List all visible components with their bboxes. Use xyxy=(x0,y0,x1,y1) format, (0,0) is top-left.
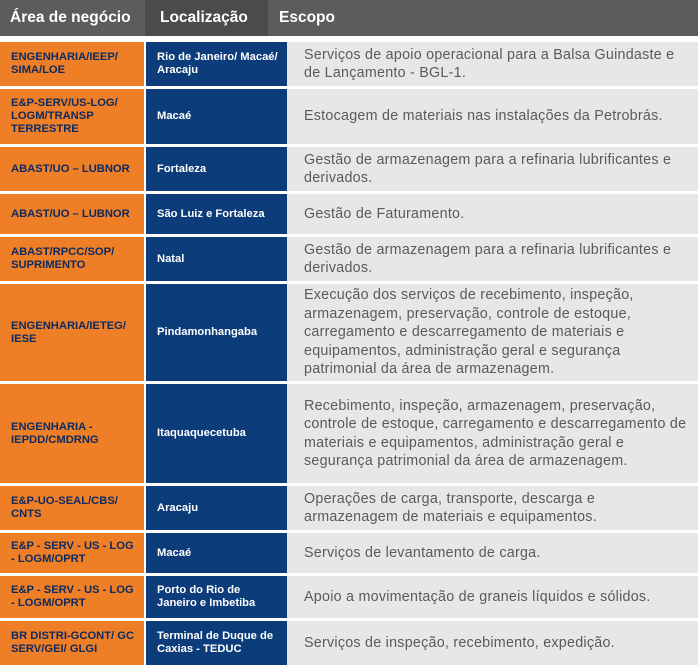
header-escopo: Escopo xyxy=(268,0,698,36)
table-row xyxy=(0,621,698,665)
area-cell: E&P - SERV - US - LOG - LOGM/OPRT xyxy=(0,533,146,573)
area-cell: ENGENHARIA/IEEP/ SIMA/LOE xyxy=(0,42,146,86)
scope-cell: Gestão de armazenagem para a refinaria lubrificantes e derivados. xyxy=(287,147,698,191)
area-cell: E&P-UO-SEAL/CBS/ CNTS xyxy=(0,486,146,530)
header-area: Área de negócio xyxy=(0,0,145,36)
area-cell: ENGENHARIA - IEPDD/CMDRNG xyxy=(0,384,146,483)
scope-cell: Serviços de apoio operacional para a Balsa Guindaste e de Lançamento - BGL-1. xyxy=(287,42,698,86)
scope-cell: Gestão de Faturamento. xyxy=(287,194,698,234)
scope-cell: Serviços de levantamento de carga. xyxy=(287,533,698,573)
location-cell: Macaé xyxy=(146,89,287,144)
table-row xyxy=(0,533,698,573)
area-cell: ABAST/UO – LUBNOR xyxy=(0,194,146,234)
location-cell: Porto do Rio de Janeiro e Imbetiba xyxy=(146,576,287,618)
scope-cell: Execução dos serviços de recebimento, inspeção, armazenagem, preservação, controle de estoque, carregamento e descarregamento de materiais e equipamentos, administração geral e segurança patrimonial da área de armazenagem. xyxy=(287,284,698,381)
table-header xyxy=(0,0,698,36)
location-cell: São Luiz e Fortaleza xyxy=(146,194,287,234)
table-row xyxy=(0,237,698,281)
area-cell: E&P - SERV - US - LOG - LOGM/OPRT xyxy=(0,576,146,618)
location-cell: Rio de Janeiro/ Macaé/ Aracaju xyxy=(146,42,287,86)
area-cell: E&P-SERV/US-LOG/ LOGM/TRANSP TERRESTRE xyxy=(0,89,146,144)
area-cell: ABAST/UO – LUBNOR xyxy=(0,147,146,191)
table-row xyxy=(0,89,698,144)
location-cell: Macaé xyxy=(146,533,287,573)
table-row xyxy=(0,194,698,234)
table-row xyxy=(0,576,698,618)
location-cell: Aracaju xyxy=(146,486,287,530)
scope-cell: Recebimento, inspeção, armazenagem, preservação, controle de estoque, carregamento e descarregamento de materiais e equipamentos, administração geral e segurança patrimonial da área de armazenagem. xyxy=(287,384,698,483)
scope-cell: Estocagem de materiais nas instalações da Petrobrás. xyxy=(287,89,698,144)
scope-cell: Apoio a movimentação de graneis líquidos e sólidos. xyxy=(287,576,698,618)
table-row xyxy=(0,486,698,530)
header-localizacao: Localização xyxy=(145,0,268,36)
table-row xyxy=(0,284,698,381)
location-cell: Pindamonhangaba xyxy=(146,284,287,381)
table-row xyxy=(0,384,698,483)
area-cell: BR DISTRI-GCONT/ GC SERV/GEI/ GLGI xyxy=(0,621,146,665)
table-row xyxy=(0,42,698,86)
location-cell: Natal xyxy=(146,237,287,281)
location-cell: Terminal de Duque de Caxias - TEDUC xyxy=(146,621,287,665)
scope-cell: Serviços de inspeção, recebimento, expedição. xyxy=(287,621,698,665)
area-cell: ABAST/RPCC/SOP/ SUPRIMENTO xyxy=(0,237,146,281)
location-cell: Itaquaquecetuba xyxy=(146,384,287,483)
area-cell: ENGENHARIA/IETEG/ IESE xyxy=(0,284,146,381)
table-row xyxy=(0,147,698,191)
location-cell: Fortaleza xyxy=(146,147,287,191)
scope-cell: Operações de carga, transporte, descarga e armazenagem de materiais e equipamentos. xyxy=(287,486,698,530)
scope-cell: Gestão de armazenagem para a refinaria lubrificantes e derivados. xyxy=(287,237,698,281)
